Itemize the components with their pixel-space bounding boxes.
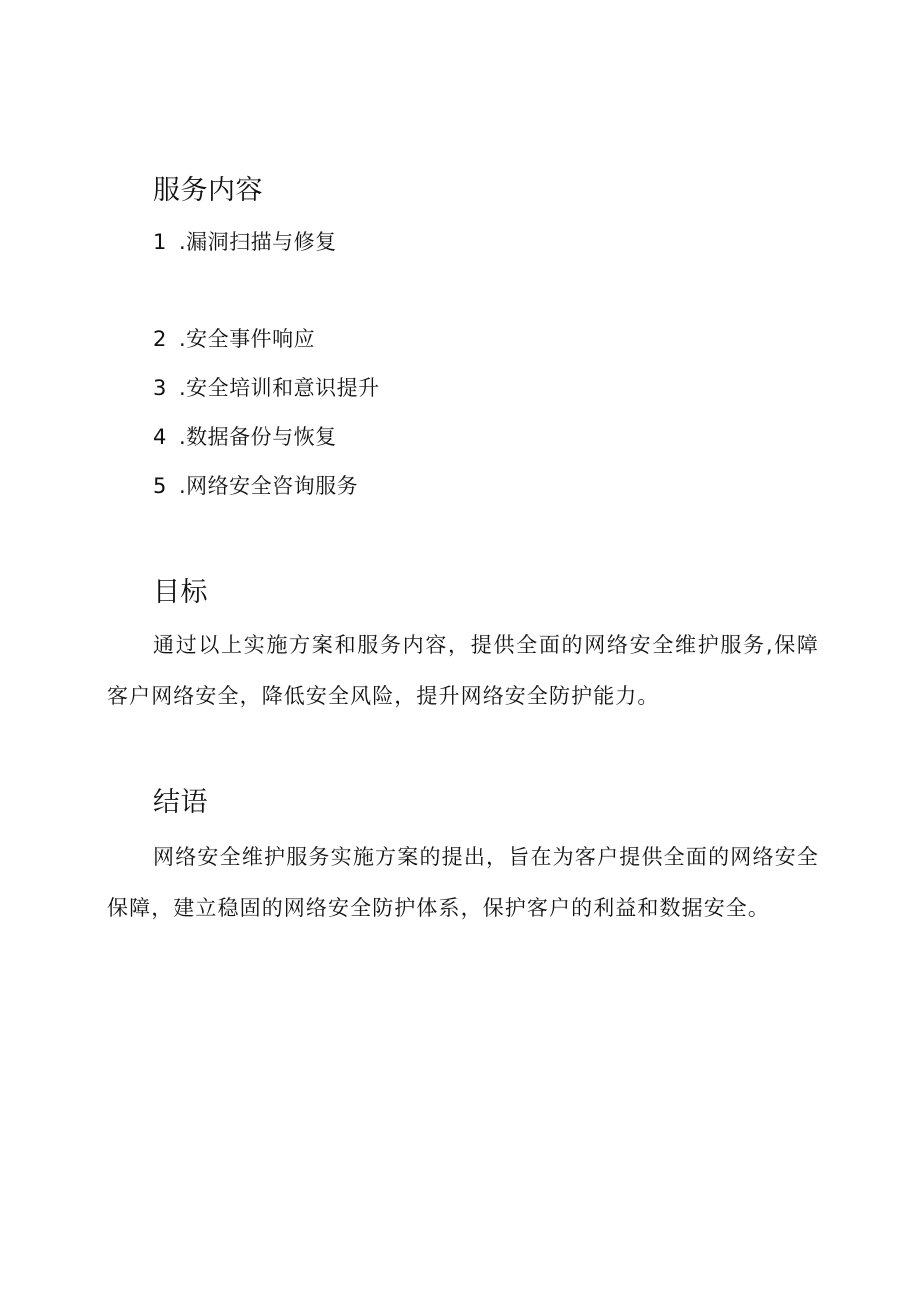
- list-item-number: 5: [153, 474, 167, 498]
- list-item-number: 4: [153, 425, 167, 449]
- service-list-item: [153, 228, 337, 256]
- list-item-number: 2: [153, 327, 167, 351]
- goal-heading: 目标: [153, 577, 208, 608]
- goal-paragraph: 通过以上实施方案和服务内容，提供全面的网络安全维护服务,保障客户网络安全，降低安全风险，提升网络安全防护能力。: [107, 633, 819, 708]
- service-list-item: [153, 374, 380, 402]
- service-list-item: [153, 472, 358, 500]
- conclusion-heading: 结语: [153, 787, 208, 818]
- services-heading: 服务内容: [153, 175, 263, 206]
- list-item-text: .网络安全咨询服务: [179, 474, 359, 498]
- list-item-number: 3: [153, 376, 167, 400]
- list-item-text: .漏洞扫描与修复: [179, 230, 337, 254]
- list-item-number: 1: [153, 230, 167, 254]
- list-item-text: .数据备份与恢复: [179, 425, 337, 449]
- service-list-item: [153, 423, 337, 451]
- list-item-text: .安全事件响应: [179, 327, 316, 351]
- service-list-item: [153, 325, 315, 353]
- list-item-text: .安全培训和意识提升: [179, 376, 380, 400]
- conclusion-paragraph: 网络安全维护服务实施方案的提出，旨在为客户提供全面的网络安全保障，建立稳固的网络安全防护体系，保护客户的利益和数据安全。: [107, 845, 819, 920]
